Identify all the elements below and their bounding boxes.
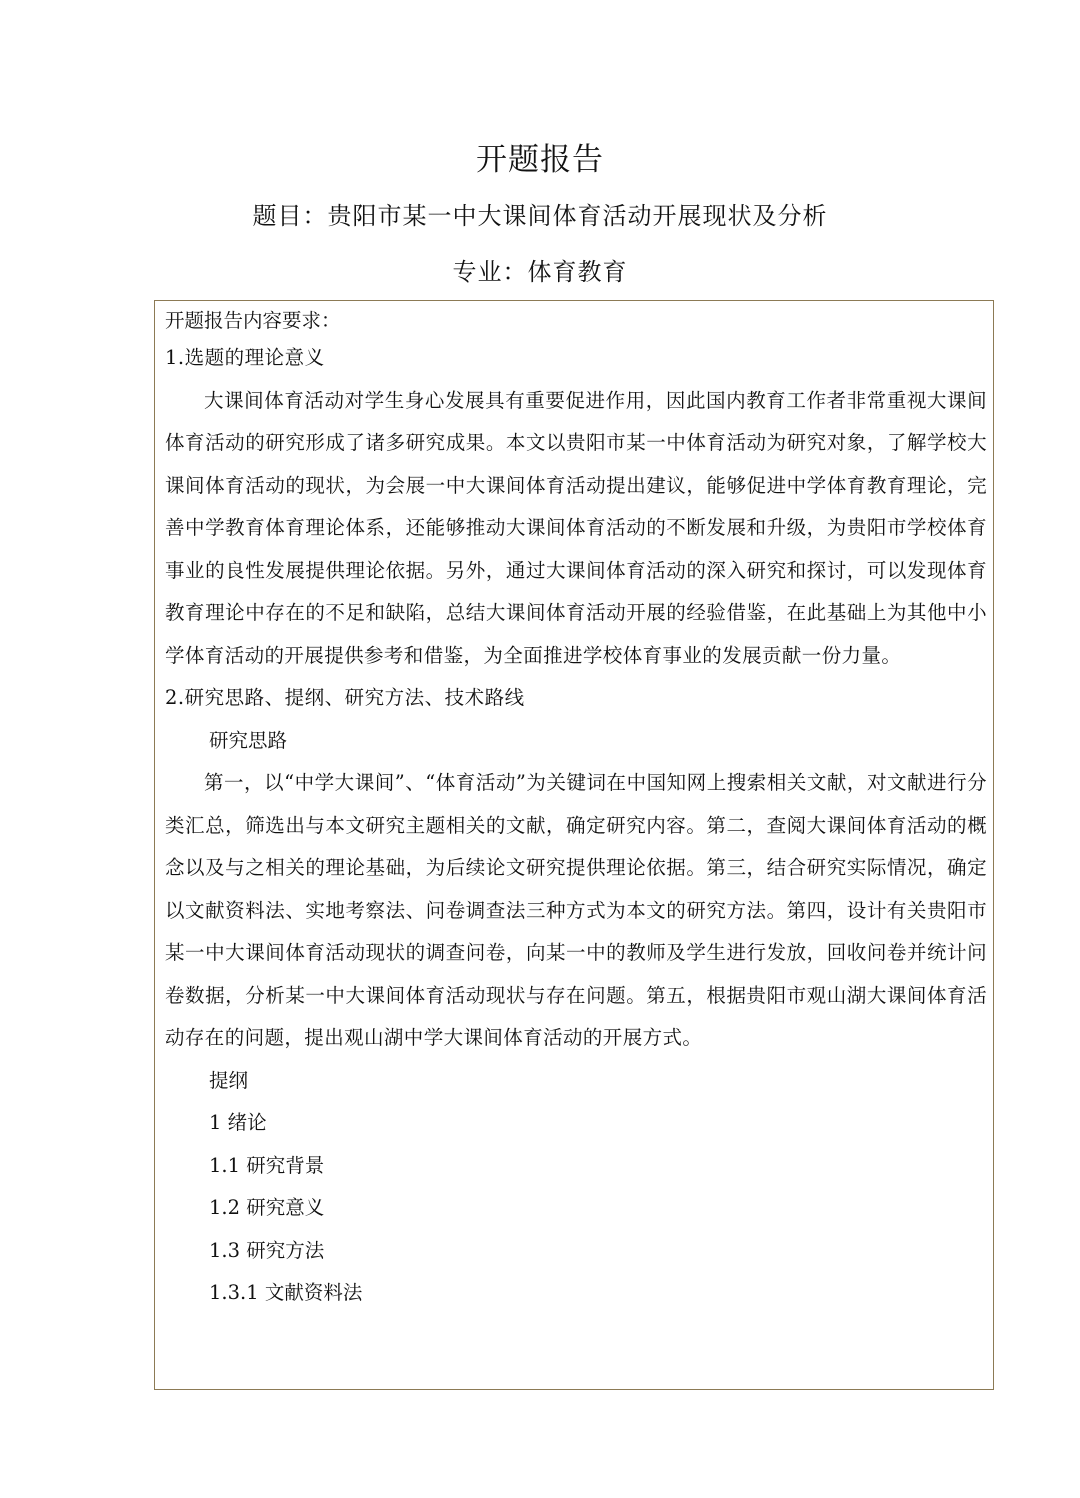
requirements-heading: 开题报告内容要求： — [165, 309, 341, 332]
outline-item: 1.3 研究方法 — [209, 1238, 325, 1262]
research-approach-heading: 研究思路 — [209, 728, 288, 752]
section-1-paragraph: 大课间体育活动对学生身心发展具有重要促进作用，因此国内教育工作者非常重视大课间体育活动的研究形成了诸多研究成果。本文以贵阳市某一中体育活动为研究对象，了解学校大课间体育活动的现状，为会展一中大课间体育活动提出建议，能够促进中学体育教育理论，完善中学教育体育理论体系，还能够推动大课间体育活动的不断发展和升级，为贵阳市学校体育事业的良性发展提供理论依据。另外，通过大课间体育活动的深入研究和探讨，可以发现体育教育理论中存在的不足和缺陷，总结大课间体育活动开展的经验借鉴，在此基础上为其他中小学体育活动的开展提供参考和借鉴，为全面推进学校体育事业的发展贡献一份力量。 — [165, 388, 987, 667]
outline-item: 1 绪论 — [209, 1111, 267, 1134]
outline-item: 1.3.1 文献资料法 — [209, 1281, 363, 1304]
outline-item: 1.2 研究意义 — [209, 1196, 325, 1219]
thesis-subtitle: 题目：贵阳市某一中大课间体育活动开展现状及分析 — [252, 202, 828, 230]
report-content-box — [154, 300, 994, 1390]
major-label: 专业：体育教育 — [452, 258, 628, 286]
report-content — [165, 305, 987, 1315]
research-approach-paragraph: 第一，以“中学大课间”、“体育活动”为关键词在中国知网上搜索相关文献，对文献进行分类汇总，筛选出与本文研究主题相关的文献，确定研究内容。第二，查阅大课间体育活动的概念以及与之相关的理论基础，为后续论文研究提供理论依据。第三，结合研究实际情况，确定以文献资料法、实地考察法、问卷调查法三种方式为本文的研究方法。第四，设计有关贵阳市某一中大课间体育活动现状的调查问卷，向某一中的教师及学生进行发放，回收问卷并统计问卷数据，分析某一中大课间体育活动现状与存在问题。第五，根据贵阳市观山湖大课间体育活动存在的问题，提出观山湖中学大课间体育活动的开展方式。 — [165, 771, 987, 1049]
outline-heading: 提纲 — [209, 1068, 249, 1092]
section-2-heading: 2.研究思路、提纲、研究方法、技术路线 — [165, 686, 525, 709]
page-title: 开题报告 — [476, 142, 604, 178]
section-1-heading: 1.选题的理论意义 — [165, 346, 325, 369]
outline-item: 1.1 研究背景 — [209, 1153, 325, 1177]
